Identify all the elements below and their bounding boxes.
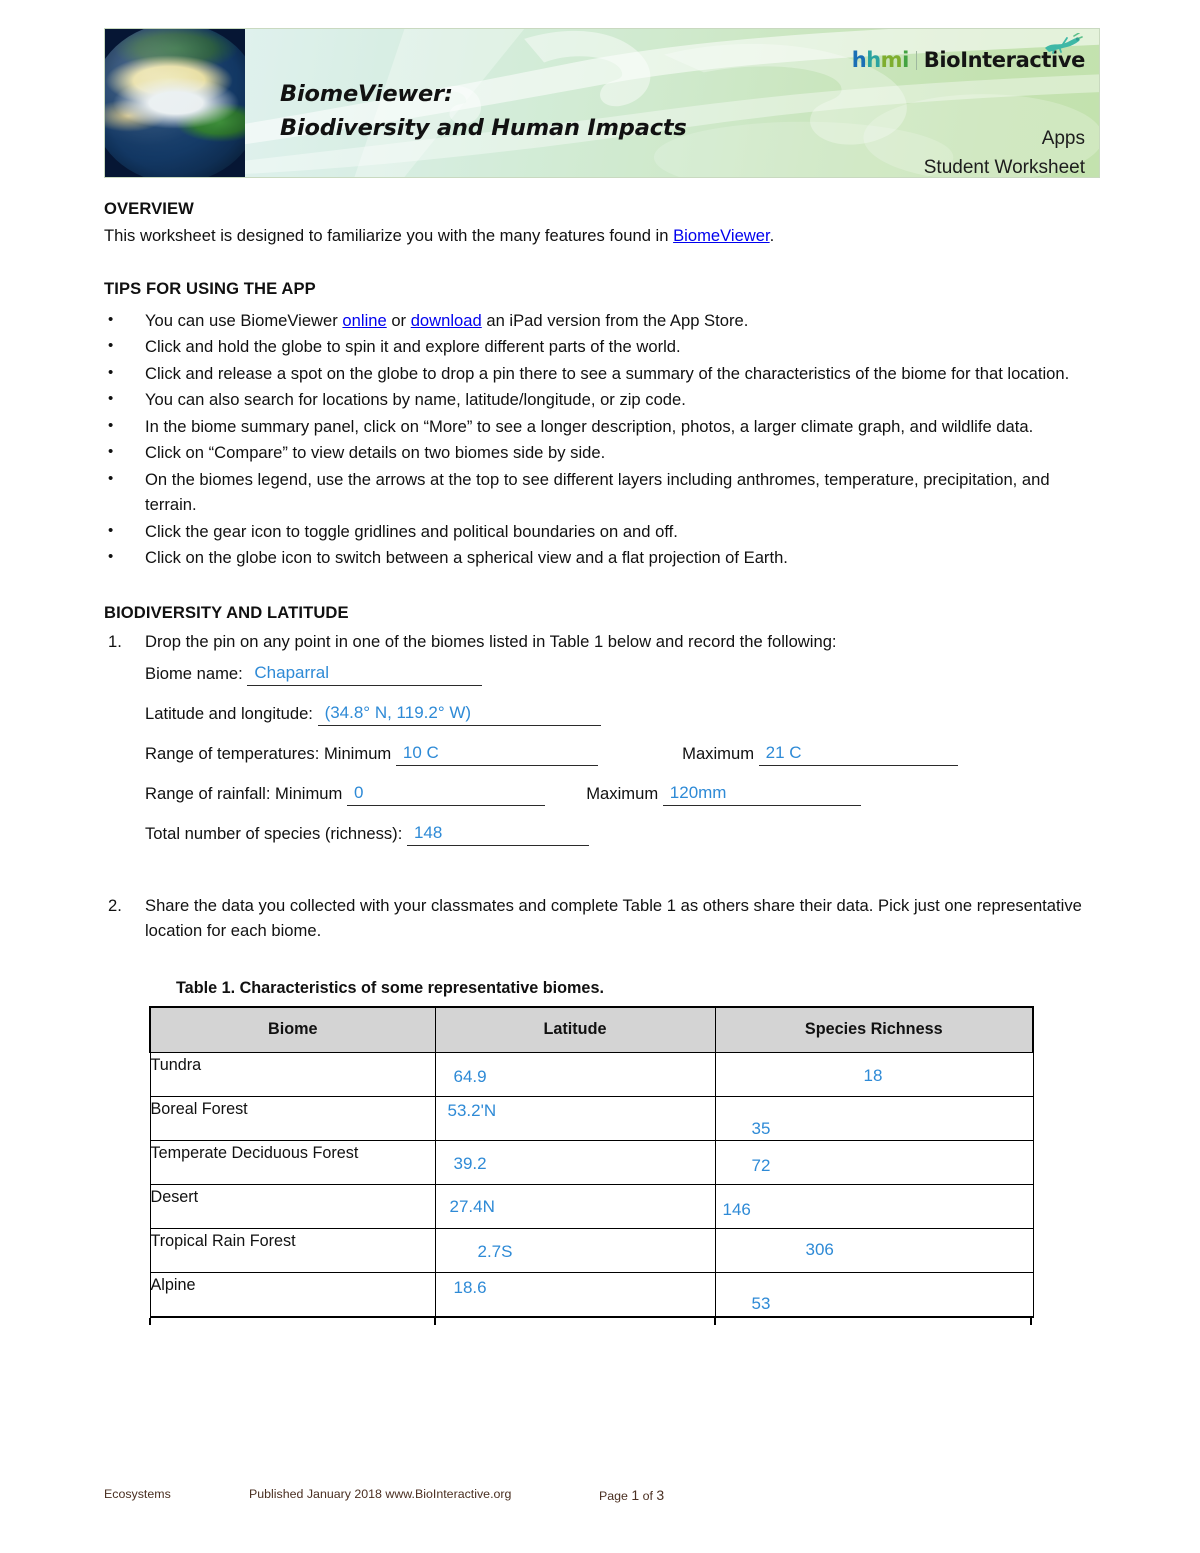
- footer-page-mid: of: [639, 1489, 657, 1503]
- richness-value: 148: [413, 823, 443, 842]
- hhmi-wordmark: hhmi: [851, 48, 909, 72]
- tip-item-3: • Click and release a spot on the globe to drop a pin there to see a summary of the characteristics of the biome for that location.: [104, 361, 1100, 387]
- table-row: [150, 1229, 1033, 1273]
- logo-divider: [916, 51, 917, 70]
- rainfall-max-label: Maximum: [586, 783, 659, 803]
- footer-published: Published January 2018 www.BioInteractive.org: [249, 1487, 512, 1501]
- cell-latitude[interactable]: [435, 1185, 715, 1229]
- cell-biome: Temperate Deciduous Forest: [150, 1141, 435, 1185]
- biointeractive-wordmark: BioInteractive: [923, 48, 1085, 72]
- cell-biome: Desert: [150, 1185, 435, 1229]
- latitude-value: 64.9: [453, 1067, 487, 1086]
- question-list: [104, 629, 1100, 655]
- cell-richness[interactable]: [715, 1185, 1033, 1229]
- tip-item-6: • Click on “Compare” to view details on two biomes side by side.: [104, 440, 1100, 466]
- column-header-biome: Biome: [150, 1007, 435, 1053]
- overview-heading: OVERVIEW: [104, 199, 194, 218]
- biodiversity-heading: BIODIVERSITY AND LATITUDE: [104, 602, 349, 622]
- latitude-value: 27.4N: [449, 1197, 495, 1216]
- footer-page-indicator: [599, 1487, 664, 1503]
- banner-title: [280, 77, 687, 145]
- biome-name-label: Biome name:: [145, 663, 243, 683]
- biome-name-value: Chaparral: [254, 663, 330, 682]
- globe-shading: [105, 29, 245, 177]
- column-header-latitude: Latitude: [435, 1007, 715, 1053]
- table-row: [150, 1273, 1033, 1318]
- tip-1-pre: You can use BiomeViewer: [145, 310, 343, 330]
- tip-item-4: • You can also search for locations by name, latitude/longitude, or zip code.: [104, 387, 1100, 413]
- footer-page-prefix: Page: [599, 1489, 632, 1503]
- rainfall-max-value: 120mm: [669, 783, 727, 802]
- richness-value: 72: [751, 1156, 771, 1175]
- temperature-max-input[interactable]: [759, 741, 958, 766]
- table-row: [150, 1053, 1033, 1097]
- tip-item-9: • Click on the globe icon to switch between a spherical view and a flat projection of Earth.: [104, 545, 1100, 571]
- tip-1-post: an iPad version from the App Store.: [481, 310, 749, 330]
- temperature-max-value: 21 C: [765, 743, 802, 762]
- overview-paragraph: [104, 223, 1100, 249]
- field-row-rainfall: [145, 781, 1100, 821]
- footer-page-number: 1: [631, 1487, 640, 1503]
- table-row: [150, 1141, 1033, 1185]
- latlon-input[interactable]: [318, 701, 601, 726]
- latitude-value: 18.6: [453, 1278, 487, 1297]
- latitude-value: 53.2'N: [447, 1101, 497, 1120]
- spacer: [104, 572, 1100, 600]
- lizard-icon: [1041, 33, 1083, 59]
- cell-latitude[interactable]: [435, 1229, 715, 1273]
- rainfall-min-input[interactable]: [347, 781, 545, 806]
- question-1: Drop the pin on any point in one of the biomes listed in Table 1 below and record the following:: [145, 632, 837, 651]
- latlon-label: Latitude and longitude:: [145, 703, 313, 723]
- richness-value: 306: [805, 1240, 834, 1259]
- table-bottom-stub: [149, 1318, 1032, 1325]
- tip-1-mid: or: [386, 310, 411, 330]
- banner-worksheet-label: Student Worksheet: [923, 157, 1085, 178]
- temperature-max-label: Maximum: [682, 743, 755, 763]
- latitude-value: 39.2: [453, 1154, 487, 1173]
- question-list-2: [104, 893, 1100, 944]
- question-2: Share the data you collected with your classmates and complete Table 1 as others share their data. Pick just one representative location for each biome.: [145, 895, 1082, 940]
- tip-item-2: • Click and hold the globe to spin it and explore different parts of the world.: [104, 334, 1100, 360]
- tips-heading: TIPS FOR USING THE APP: [104, 279, 316, 298]
- banner-apps-label: Apps: [1041, 128, 1085, 149]
- richness-value: 146: [722, 1200, 751, 1219]
- table-1-caption: Table 1. Characteristics of some representative biomes.: [176, 978, 604, 997]
- footer-page-total: 3: [656, 1487, 665, 1503]
- temperature-min-value: 10 C: [402, 743, 439, 762]
- spacer: [104, 861, 1100, 889]
- cell-latitude[interactable]: [435, 1097, 715, 1141]
- column-header-species-richness: Species Richness: [715, 1007, 1033, 1053]
- table-header-row: [150, 1007, 1033, 1053]
- header-banner: [104, 28, 1100, 178]
- rainfall-min-value: 0: [353, 783, 364, 802]
- cell-biome: Tropical Rain Forest: [150, 1229, 435, 1273]
- richness-value: 53: [751, 1294, 771, 1313]
- cell-richness[interactable]: [715, 1097, 1033, 1141]
- globe-sphere: [105, 29, 245, 177]
- richness-input[interactable]: [407, 821, 589, 846]
- table-row: [150, 1185, 1033, 1229]
- table-body: [150, 1053, 1033, 1318]
- download-link[interactable]: download: [410, 310, 482, 330]
- rainfall-label: Range of rainfall: Minimum: [145, 783, 343, 803]
- overview-text-pre: This worksheet is designed to familiarize you with the many features found in: [104, 225, 674, 245]
- tips-list: [104, 308, 1100, 571]
- answer-fields: [145, 661, 1100, 861]
- biomes-table: [149, 1006, 1034, 1318]
- footer-unit: Ecosystems: [104, 1487, 171, 1501]
- document-body: [104, 196, 1100, 1325]
- table-header: [150, 1007, 1033, 1053]
- richness-value: 18: [863, 1066, 883, 1085]
- tip-item-8: • Click the gear icon to toggle gridlines and political boundaries on and off.: [104, 519, 1100, 545]
- globe-image: [105, 29, 245, 177]
- online-link[interactable]: online: [342, 310, 387, 330]
- overview-text-post: .: [769, 225, 775, 245]
- cell-richness[interactable]: [715, 1141, 1033, 1185]
- table-1-wrapper: [149, 976, 1100, 1326]
- temperature-min-input[interactable]: [396, 741, 598, 766]
- cell-richness[interactable]: [715, 1229, 1033, 1273]
- field-row-biome-name: [145, 661, 1100, 701]
- cell-biome: Boreal Forest: [150, 1097, 435, 1141]
- cell-richness[interactable]: [715, 1053, 1033, 1097]
- richness-label: Total number of species (richness):: [145, 823, 403, 843]
- banner-title-line2: Biodiversity and Human Impacts: [280, 115, 687, 141]
- latlon-value: (34.8° N, 119.2° W): [324, 703, 472, 722]
- tip-item-1: [104, 308, 1100, 334]
- tip-item-5: • In the biome summary panel, click on “More” to see a longer description, photos, a larger climate graph, and wildlife data.: [104, 414, 1100, 440]
- cell-latitude[interactable]: [435, 1141, 715, 1185]
- temperature-label: Range of temperatures: Minimum: [145, 743, 392, 763]
- cell-richness[interactable]: [715, 1273, 1033, 1318]
- branding-block: [852, 47, 1085, 73]
- field-row-richness: [145, 821, 1100, 861]
- field-row-latlon: [145, 701, 1100, 741]
- cell-biome: Alpine: [150, 1273, 435, 1318]
- banner-title-line1: BiomeViewer:: [280, 81, 453, 107]
- biomeviewer-link[interactable]: BiomeViewer: [673, 225, 770, 245]
- latitude-value: 2.7S: [477, 1242, 513, 1261]
- cell-latitude[interactable]: [435, 1273, 715, 1318]
- rainfall-max-input[interactable]: [663, 781, 861, 806]
- spacer: [104, 248, 1100, 276]
- tip-item-7: • On the biomes legend, use the arrows at the top to see different layers including anthromes, temperature, precipitation, and terrain.: [104, 467, 1100, 518]
- banner-subtitle: [924, 124, 1085, 178]
- cell-latitude[interactable]: [435, 1053, 715, 1097]
- richness-value: 35: [751, 1119, 771, 1138]
- cell-biome: Tundra: [150, 1053, 435, 1097]
- field-row-temperature: [145, 741, 1100, 781]
- table-row: [150, 1097, 1033, 1141]
- biome-name-input[interactable]: [247, 661, 482, 686]
